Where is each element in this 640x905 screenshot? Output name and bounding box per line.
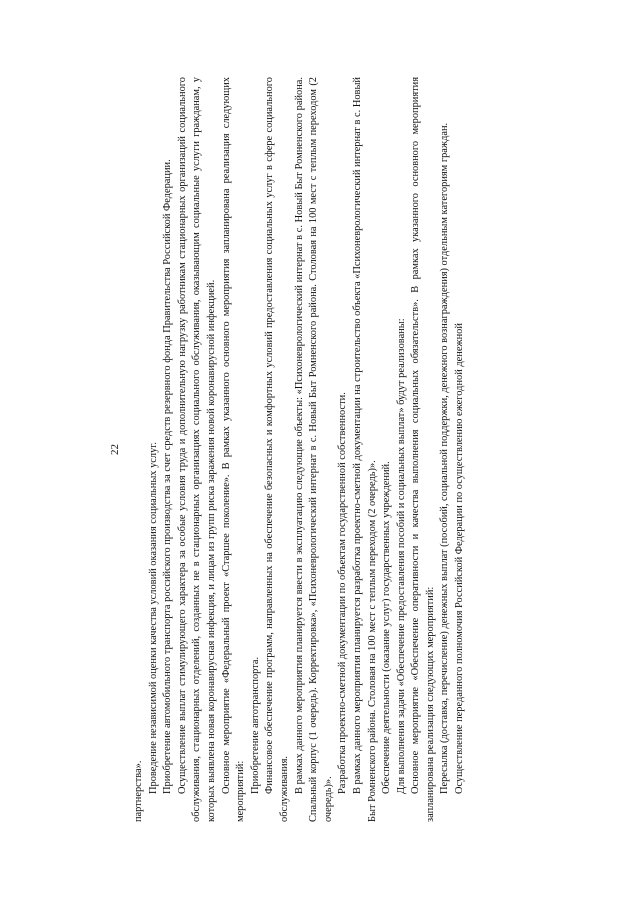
rotated-text-block [108,77,548,822]
paragraph: Проведение независимой оценки качества условий оказания социальных услуг. [147,442,159,794]
paragraph: Основное мероприятие «Обеспечение оперативности и качества выполнения социальных обязательств». В рамках указанного основного мероприятия запланирована реализация следующих мероприятий: [410,77,436,822]
page-number: 22 [109,444,121,455]
paragraph: Основное мероприятие «Федеральный проект «Старшее поколение». В рамках указанного основного мероприятия запланирована реализация следующих мероприятий: [220,77,247,822]
paragraph: Для выполнения задачи «Обеспечение предоставления пособий и социальных выплат» будут реализованы: [395,318,407,794]
paragraph: В рамках данного мероприятия планируется разработка проектно-сметной документации на строительство объекта «Психоневрологический интернат в с. Новый Быт Ромненского района. Столовая на 100 мест с теплым переходом (2 очередь)». [351,77,378,822]
paragraph: Осуществление выплат стимулирующего характера за особые условия труда и дополнительную нагрузку работникам стационарных организаций социального обслуживания, стационарных отделений, созданных не в стационарных организациях социального обслуживания, оказывающим социальные услуги гражданам, у которых выявлена новая коронавирусная инфекция, и лицам из групп риска заражения новой коронавирусной инфекцией. [176,77,217,822]
paragraph: Пересылка (доставка, перечисление) денежных выплат (пособий, социальной поддержки, денежного вознаграждения) отдельным категориям граждан. [439,122,451,794]
paragraph: Приобретение автомобильного транспорта российского производства за счет средств резервного фонда Правительства Российской Федерации. [162,159,174,794]
paragraph: Приобретение автотранспорта. [249,656,261,794]
paragraph: В рамках данного мероприятия планируется ввести в эксплуатацию следующие объекты: «Психоневрологический интернат в с. Новый Быт Ромненского района. Спальный корпус (1 очередь). Корректировка», «Психоневрологический интернат в с. Новый Быт Ромненского района. Столовая на 100 мест с теплым переходом (2 очередь)». [293,77,334,822]
paragraph: партнерства». [133,760,144,822]
paragraph: Финансовое обеспечение программ, направленных на обеспечение безопасных и комфортных условий предоставления социальных услуг в сфере социального обслуживания. [264,77,290,822]
paragraph: Осуществление переданного полномочия Российской Федерации по осуществлению ежегодной денежной [454,323,466,794]
body-text [132,77,468,822]
paragraph: Обеспечение деятельности (оказание услуг) государственных учреждений. [381,461,393,794]
paragraph: Разработка проектно-сметной документации по объектам государственной собственности. [337,392,349,794]
